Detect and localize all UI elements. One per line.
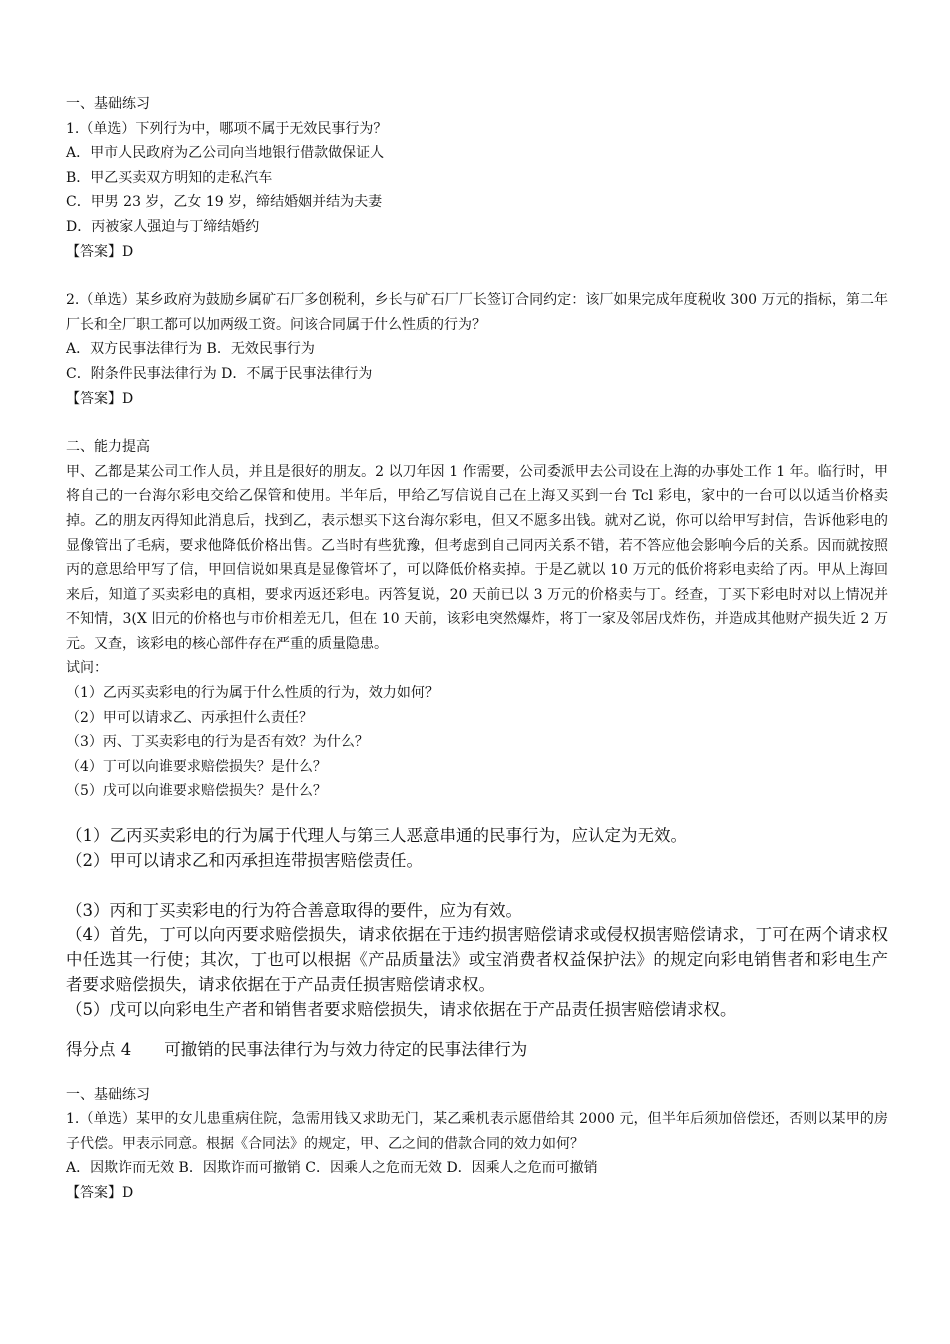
- scoring-point-heading: 得分点 4 可撤销的民事法律行为与效力待定的民事法律行为: [66, 1039, 528, 1059]
- option-d: D．丙被家人强迫与丁缔结婚约: [66, 218, 260, 235]
- question-stem: 1.（单选）下列行为中，哪项不属于无效民事行为？: [66, 120, 388, 137]
- option-line: A．双方民事法律行为 B．无效民事行为: [66, 341, 315, 358]
- answer-paragraph: （3）丙和丁买卖彩电的行为符合善意取得的要件，应为有效。: [66, 900, 522, 920]
- sub-question: （3）丙、丁买卖彩电的行为是否有效？为什么？: [66, 734, 369, 751]
- case-paragraph: 甲、乙都是某公司工作人员，并且是很好的朋友。2 以刀年因 1 作需要，公司委派甲去公司设在上海的办事处工作 1 年。临行时，甲将自己的一台海尔彩电交给乙保管和使用。半年后，甲给乙写信说自己在上海又买到一台 Tcl 彩电，家中的一台可以以适当价格卖掉。乙的朋友丙得知此消息后，找到乙，表示想买下这台海尔彩电，但又不愿多出钱。就对乙说，你可以给甲写封信，告诉他彩电的显像管出了毛病，要求他降低价格出售。乙当时有些犹豫，但考虑到自己同丙关系不错，若不答应他会影响今后的关系。因而就按照丙的意思给甲写了信，甲回信说如果真是显像管坏了，可以降低价格卖掉。于是乙就以 10 万元的低价将彩电卖给了丙。甲从上海回来后，知道了买卖彩电的真相，要求丙返还彩电。丙答复说，20 天前已以 3 万元的价格卖与丁。经查，丁买下彩电时对以上情况并不知情，3(X 旧元的价格也与市价相差无几，但在 10 天前，该彩电突然爆炸，将丁一家及邻居戊炸伤，并造成其他财产损失近 2 万元。又查，该彩电的核心部件存在严重的质量隐患。: [66, 463, 888, 652]
- ask-label: 试问：: [66, 660, 108, 677]
- answer-paragraph: （1）乙丙买卖彩电的行为属于代理人与第三人恶意串通的民事行为，应认定为无效。: [66, 826, 687, 846]
- question-stem: 1.（单选）某甲的女儿患重病住院，急需用钱又求助无门，某乙乘机表示愿借给其 2000 元，但半年后须加倍偿还，否则以某甲的房子代偿。甲表示同意。根据《合同法》的规定，甲、乙之间的借款合同的效力如何？: [66, 1111, 888, 1152]
- answer-paragraph: （5）戊可以向彩电生产者和销售者要求赔偿损失，请求依据在于产品责任损害赔偿请求权。: [66, 999, 737, 1019]
- sub-question: （4）丁可以向谁要求赔偿损失？是什么？: [66, 758, 327, 775]
- section-title: 二、能力提高: [66, 439, 150, 456]
- sub-question: （5）戊可以向谁要求赔偿损失？是什么？: [66, 783, 327, 800]
- answer-paragraph: （2）甲可以请求乙和丙承担连带损害赔偿责任。: [66, 850, 423, 870]
- option-c: C．甲男 23 岁，乙女 19 岁，缔结婚姻并结为夫妻: [66, 194, 383, 211]
- option-line: A．因欺诈而无效 B．因欺诈而可撤销 C．因乘人之危而无效 D．因乘人之危而可撤销: [66, 1160, 598, 1177]
- document-page: [66, 92, 888, 1206]
- answer-label: 【答案】D: [66, 243, 134, 260]
- sub-question: （1）乙丙买卖彩电的行为属于什么性质的行为，效力如何？: [66, 685, 439, 702]
- question-stem: 2.（单选）某乡政府为鼓励乡属矿石厂多创税利，乡长与矿石厂厂长签订合同约定：该厂如果完成年度税收 300 万元的指标，第二年厂长和全厂职工都可以加两级工资。问该合同属于什么性质的行为？: [66, 292, 888, 333]
- section-title: 一、基础练习: [66, 1086, 150, 1103]
- sub-question: （2）甲可以请求乙、丙承担什么责任？: [66, 709, 313, 726]
- section-title: 一、基础练习: [66, 96, 150, 112]
- answer-label: 【答案】D: [66, 1184, 134, 1201]
- option-a: A．甲市人民政府为乙公司向当地银行借款做保证人: [66, 145, 385, 162]
- answer-label: 【答案】D: [66, 390, 134, 407]
- answer-paragraph: （4）首先，丁可以向丙要求赔偿损失，请求依据在于违约损害赔偿请求或侵权损害赔偿请求，丁可在两个请求权中任选其一行使；其次，丁也可以根据《产品质量法》或宝消费者权益保护法》的规定向彩电销售者和彩电生产者要求赔偿损失，请求依据在于产品责任损害赔偿请求权。: [66, 925, 888, 995]
- option-b: B．甲乙买卖双方明知的走私汽车: [66, 169, 273, 186]
- option-line: C．附条件民事法律行为 D．不属于民事法律行为: [66, 365, 373, 382]
